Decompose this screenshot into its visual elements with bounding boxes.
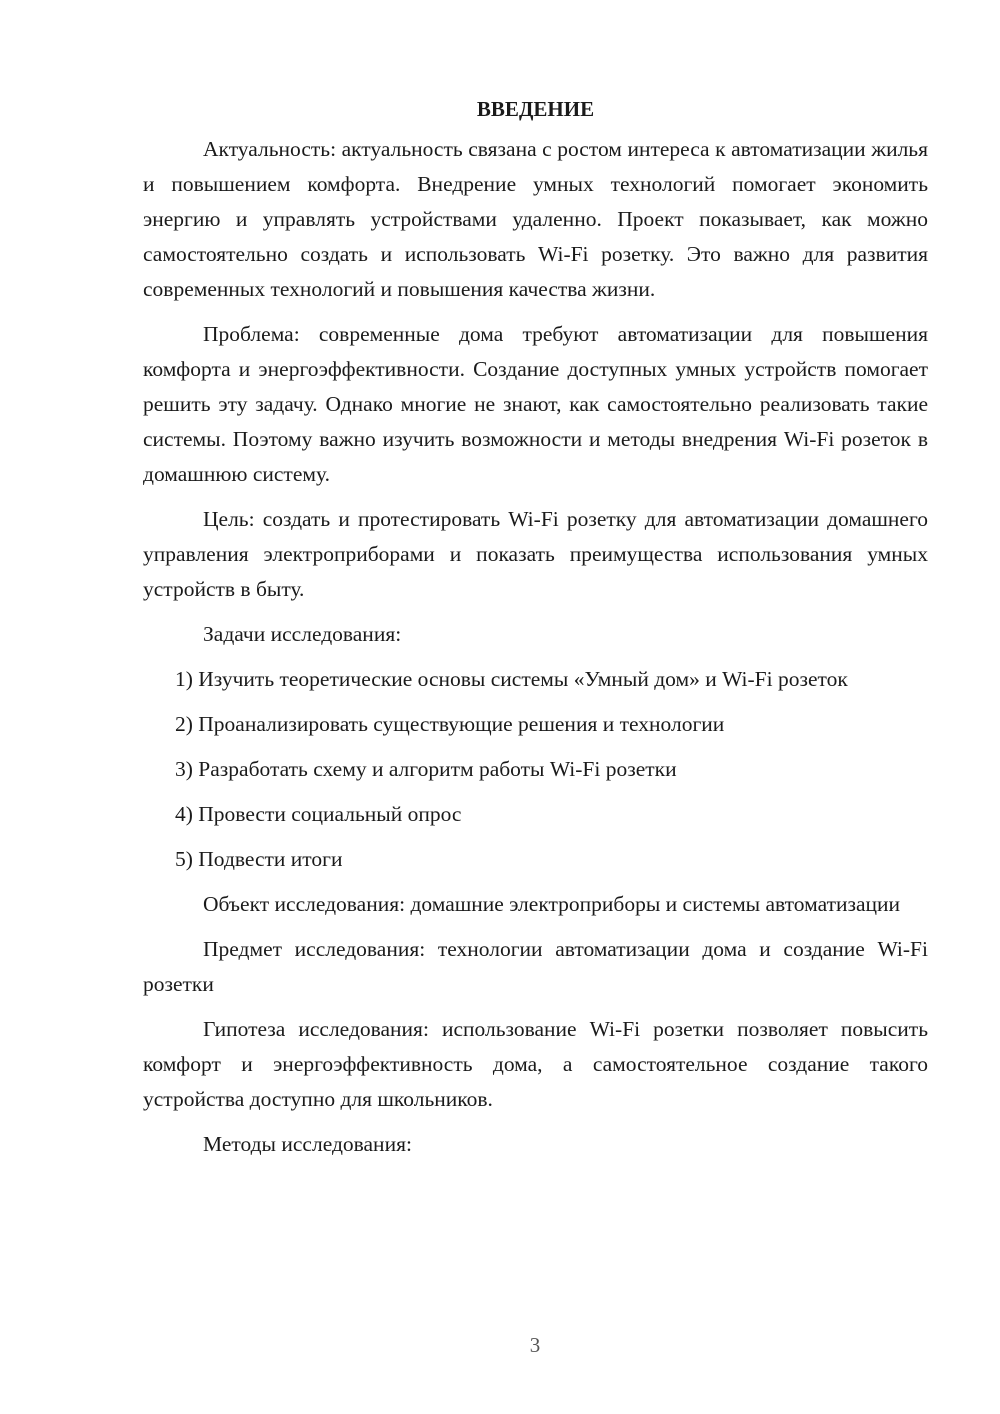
subject-paragraph: Предмет исследования: технологии автоматизации дома и создание Wi-Fi розетки <box>143 937 928 996</box>
task-item: 4) Провести социальный опрос <box>175 802 462 826</box>
methods-heading: Методы исследования: <box>203 1132 412 1156</box>
tasks-heading: Задачи исследования: <box>203 622 402 646</box>
object-paragraph: Объект исследования: домашние электроприборы и системы автоматизации <box>203 892 901 916</box>
document-page <box>143 92 928 1172</box>
task-item: 1) Изучить теоретические основы системы «Умный дом» и Wi-Fi розеток <box>175 667 848 691</box>
task-item: 3) Разработать схему и алгоритм работы Wi-Fi розетки <box>175 757 677 781</box>
page-number: 3 <box>529 1333 541 1357</box>
goal-paragraph: Цель: создать и протестировать Wi-Fi розетку для автоматизации домашнего управления электроприборами и показать преимущества использования умных устройств в быту. <box>143 507 928 601</box>
problem-paragraph: Проблема: современные дома требуют автоматизации для повышения комфорта и энергоэффективности. Создание доступных умных устройств помогает решить эту задачу. Однако многие не знают, как самостоятельно реализовать такие системы. Поэтому важно изучить возможности и методы внедрения Wi-Fi розеток в домашнюю систему. <box>143 322 928 486</box>
hypothesis-paragraph: Гипотеза исследования: использование Wi-Fi розетки позволяет повысить комфорт и энергоэффективность дома, а самостоятельное создание такого устройства доступно для школьников. <box>143 1017 928 1111</box>
section-title: ВВЕДЕНИЕ <box>476 97 595 121</box>
relevance-paragraph: Актуальность: актуальность связана с ростом интереса к автоматизации жилья и повышением комфорта. Внедрение умных технологий помогает экономить энергию и управлять устройствами удаленно. Проект показывает, как можно самостоятельно создать и использовать Wi-Fi розетку. Это важно для развития современных технологий и повышения качества жизни. <box>143 137 928 301</box>
task-item: 5) Подвести итоги <box>175 847 343 871</box>
task-item: 2) Проанализировать существующие решения и технологии <box>175 712 725 736</box>
